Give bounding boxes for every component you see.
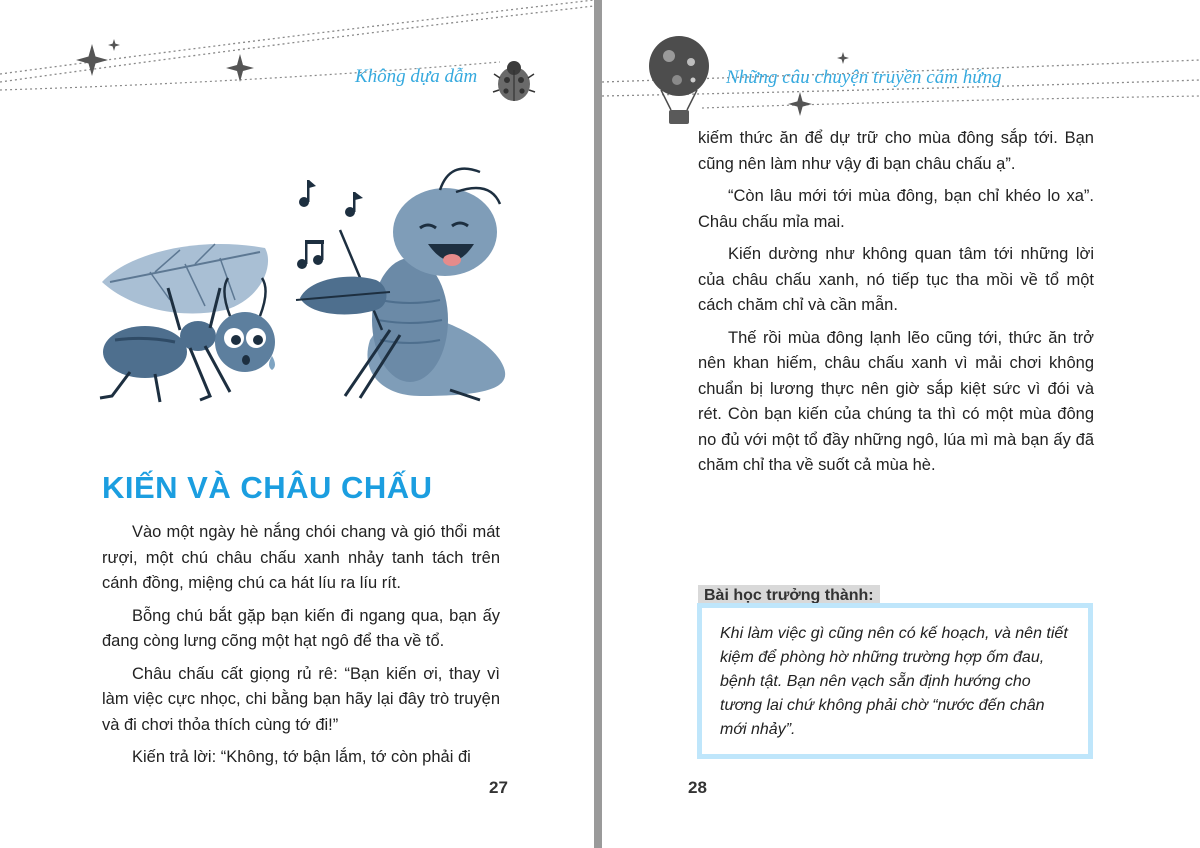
paragraph: kiếm thức ăn để dự trữ cho mùa đông sắp tới. Bạn cũng nên làm như vậy đi bạn châu chấu ạ”.: [698, 129, 1094, 173]
sparkle-icon: [788, 92, 812, 116]
sparkle-icon: [226, 54, 254, 82]
paragraph: Thế rồi mùa đông lạnh lẽo cũng tới, thức ăn trở nên khan hiếm, châu chấu xanh vì mải chơi không chuẩn bị lương thực nên giờ sắp kiệt sức vì đói và rét. Còn bạn kiến của chúng ta thì có một mùa đông no đủ với một tổ đầy những ngô, lúa mì mà bạn ấy đã chăm chỉ tha về suốt cả mùa hè.: [698, 328, 1094, 474]
ladybug-icon: [493, 61, 535, 101]
lesson-text: Khi làm việc gì cũng nên có kế hoạch, và nên tiết kiệm để phòng hờ những trường hợp ốm đau, bệnh tật. Bạn nên vạch sẵn định hướng cho tương lai chứ không phải chờ “nước đến chân mới nhảy”.: [720, 625, 1068, 738]
balloon-icon: [649, 36, 709, 124]
paragraph: Kiến dường như không quan tâm tới những lời của châu chấu xanh, nó tiếp tục tha mồi về tổ một cách chăm chỉ và cần mẫn.: [698, 245, 1094, 314]
paragraph: Kiến trả lời: “Không, tớ bận lắm, tớ còn phải đi: [132, 748, 471, 766]
grasshopper-illustration: [296, 169, 505, 400]
sparkle-icon: [837, 52, 849, 64]
lesson-label: Bài học trưởng thành:: [698, 585, 880, 607]
leaf-illustration: [102, 244, 268, 314]
page-number: 28: [688, 778, 707, 797]
paragraph: “Còn lâu mới tới mùa đông, bạn chỉ khéo lo xa”. Châu chấu mỉa mai.: [698, 187, 1094, 231]
left-page-body: [102, 520, 500, 778]
lesson-box: [697, 603, 1093, 759]
story-title: KIẾN VÀ CHÂU CHẤU: [102, 470, 433, 505]
header-decoration: [602, 0, 1200, 130]
music-note-icon: [297, 180, 363, 269]
header-decoration: [0, 0, 594, 130]
right-page-body: [698, 126, 1094, 486]
left-page: [0, 0, 594, 848]
paragraph: Bỗng chú bắt gặp bạn kiến đi ngang qua, bạn ấy đang còng lưng cõng một hạt ngô để tha về tổ.: [102, 606, 500, 650]
running-title: Những câu chuyện truyền cảm hứng: [726, 67, 1002, 88]
paragraph: Vào một ngày hè nắng chói chang và gió thổi mát rượi, một chú châu chấu xanh nhảy tanh tách trên cánh đồng, miệng chú ca hát líu ra líu rít.: [102, 523, 500, 592]
ant-grasshopper-illustration: [60, 160, 540, 420]
page-number: 27: [489, 778, 508, 797]
running-title: Không dựa dẫm: [355, 66, 478, 87]
sparkle-icon: [108, 39, 120, 51]
violin-illustration: [296, 277, 390, 315]
paragraph: Châu chấu cất giọng rủ rê: “Bạn kiến ơi, thay vì làm việc cực nhọc, chi bằng bạn hãy lại đây trò truyện và đi chơi thỏa thích cùng tớ đi!”: [102, 664, 500, 734]
